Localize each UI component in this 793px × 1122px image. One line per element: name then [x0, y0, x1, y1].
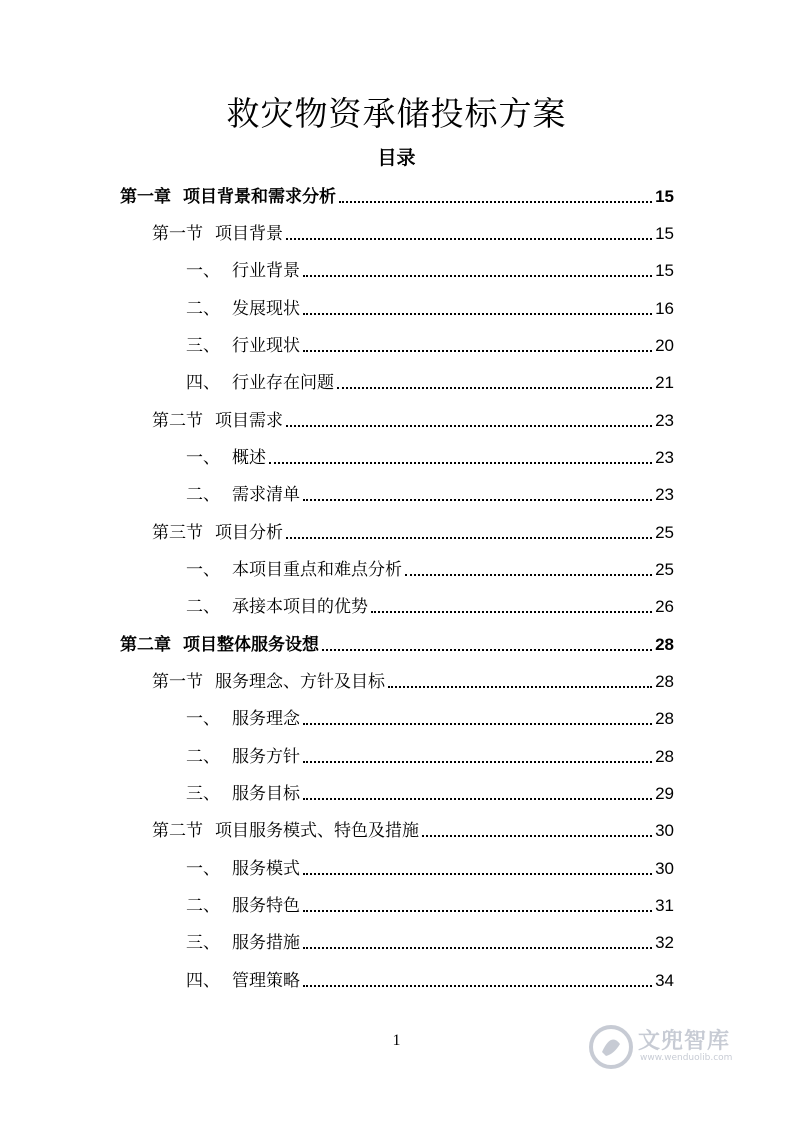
toc-number: 三、 — [186, 784, 220, 804]
watermark-url: www.wenduolib.com — [640, 1053, 733, 1063]
toc-text: 行业存在问题 — [232, 373, 334, 393]
watermark-text: 文兜智库 — [638, 1029, 731, 1054]
toc-text: 行业背景 — [232, 261, 300, 281]
toc-number: 第二节 — [152, 821, 203, 841]
toc-text: 项目需求 — [215, 411, 283, 431]
toc-number: 第一节 — [152, 224, 203, 244]
dot-leader — [337, 387, 652, 389]
page-number: 1 — [392, 1032, 401, 1049]
dot-leader — [303, 275, 652, 277]
toc-item[interactable] — [186, 850, 674, 880]
toc-text: 项目服务模式、特色及措施 — [215, 821, 419, 841]
toc-page-number: 25 — [655, 560, 674, 579]
dot-leader — [339, 201, 652, 203]
toc-section[interactable] — [152, 215, 674, 245]
toc-section[interactable] — [152, 514, 674, 544]
toc-page-number: 15 — [655, 261, 674, 280]
toc-page-number: 32 — [655, 933, 674, 952]
dot-leader — [322, 649, 652, 651]
toc-number: 第二节 — [152, 411, 203, 431]
toc-text: 承接本项目的优势 — [232, 597, 368, 617]
toc-text: 服务措施 — [232, 933, 300, 953]
toc-item[interactable] — [186, 588, 674, 618]
toc-page-number: 28 — [655, 747, 674, 766]
dot-leader — [405, 574, 652, 576]
document-title: 救灾物资承储投标方案 — [226, 94, 567, 133]
toc-item[interactable] — [186, 962, 674, 992]
toc-item[interactable] — [186, 775, 674, 805]
toc-text: 服务特色 — [232, 896, 300, 916]
dot-leader — [303, 723, 652, 725]
toc-page-number: 28 — [655, 672, 674, 691]
toc-page-number: 23 — [655, 411, 674, 430]
toc-text: 服务方针 — [232, 747, 300, 767]
dot-leader — [303, 350, 652, 352]
toc-item[interactable] — [186, 738, 674, 768]
toc-text: 行业现状 — [232, 336, 300, 356]
toc-page-number: 30 — [655, 821, 674, 840]
dot-leader — [303, 499, 652, 501]
toc-text: 项目背景 — [215, 224, 283, 244]
toc-item[interactable] — [186, 924, 674, 954]
toc-page-number: 15 — [655, 224, 674, 243]
toc-number: 一、 — [186, 261, 220, 281]
toc-number: 二、 — [186, 485, 220, 505]
toc-text: 项目分析 — [215, 523, 283, 543]
toc-item[interactable] — [186, 551, 674, 581]
toc-heading: 目录 — [377, 147, 416, 169]
toc-number: 第一节 — [152, 672, 203, 692]
dot-leader — [303, 985, 652, 987]
toc-number: 四、 — [186, 373, 220, 393]
toc-item[interactable] — [186, 327, 674, 357]
dot-leader — [303, 761, 652, 763]
dot-leader — [422, 835, 652, 837]
toc-item[interactable] — [186, 887, 674, 917]
toc-page-number: 23 — [655, 485, 674, 504]
toc-number: 第三节 — [152, 523, 203, 543]
toc-page-number: 29 — [655, 784, 674, 803]
toc-number: 四、 — [186, 971, 220, 991]
dot-leader — [303, 313, 652, 315]
dot-leader — [286, 537, 652, 539]
toc-text: 需求清单 — [232, 485, 300, 505]
toc-item[interactable] — [186, 700, 674, 730]
toc-page-number: 16 — [655, 299, 674, 318]
toc-text: 服务理念 — [232, 709, 300, 729]
toc-number: 一、 — [186, 859, 220, 879]
toc-text: 服务理念、方针及目标 — [215, 672, 385, 692]
toc-text: 本项目重点和难点分析 — [232, 560, 402, 580]
dot-leader — [286, 425, 652, 427]
toc-page-number: 31 — [655, 896, 674, 915]
toc-number: 二、 — [186, 747, 220, 767]
toc-number: 一、 — [186, 560, 220, 580]
toc-text: 项目背景和需求分析 — [183, 187, 336, 207]
toc-item[interactable] — [186, 476, 674, 506]
toc-chapter-2[interactable] — [120, 626, 674, 656]
toc-number: 二、 — [186, 597, 220, 617]
dot-leader — [303, 798, 652, 800]
toc-number: 三、 — [186, 336, 220, 356]
toc-item[interactable] — [186, 364, 674, 394]
dot-leader — [286, 238, 652, 240]
toc-text: 服务目标 — [232, 784, 300, 804]
watermark-logo-icon — [588, 1024, 634, 1070]
toc-page-number: 28 — [655, 709, 674, 728]
dot-leader — [303, 947, 652, 949]
dot-leader — [371, 611, 652, 613]
toc-number: 一、 — [186, 709, 220, 729]
dot-leader — [303, 873, 652, 875]
toc-text: 发展现状 — [232, 299, 300, 319]
toc-text: 服务模式 — [232, 859, 300, 879]
dot-leader — [303, 910, 652, 912]
toc-page-number: 20 — [655, 336, 674, 355]
toc-text: 管理策略 — [232, 971, 300, 991]
toc-text: 概述 — [232, 448, 266, 468]
toc-section[interactable] — [152, 402, 674, 432]
toc-number: 二、 — [186, 299, 220, 319]
toc-number: 一、 — [186, 448, 220, 468]
toc-page-number: 34 — [655, 971, 674, 990]
toc-page-number: 23 — [655, 448, 674, 467]
toc-chapter-1[interactable] — [120, 178, 674, 208]
toc-item[interactable] — [186, 439, 674, 469]
dot-leader — [269, 462, 652, 464]
toc-item[interactable] — [186, 252, 674, 282]
toc-number: 二、 — [186, 896, 220, 916]
toc-page-number: 30 — [655, 859, 674, 878]
watermark — [586, 1022, 756, 1072]
toc-item[interactable] — [186, 290, 674, 320]
toc-page-number: 15 — [655, 187, 674, 206]
toc-page-number: 26 — [655, 597, 674, 616]
toc-number: 第二章 — [120, 635, 171, 655]
toc-page-number: 25 — [655, 523, 674, 542]
toc-page-number: 21 — [655, 373, 674, 392]
toc-number: 三、 — [186, 933, 220, 953]
toc-number: 第一章 — [120, 187, 171, 207]
dot-leader — [388, 686, 652, 688]
toc-page-number: 28 — [655, 635, 674, 654]
toc-section[interactable] — [152, 663, 674, 693]
toc-text: 项目整体服务设想 — [183, 635, 319, 655]
toc-section[interactable] — [152, 812, 674, 842]
